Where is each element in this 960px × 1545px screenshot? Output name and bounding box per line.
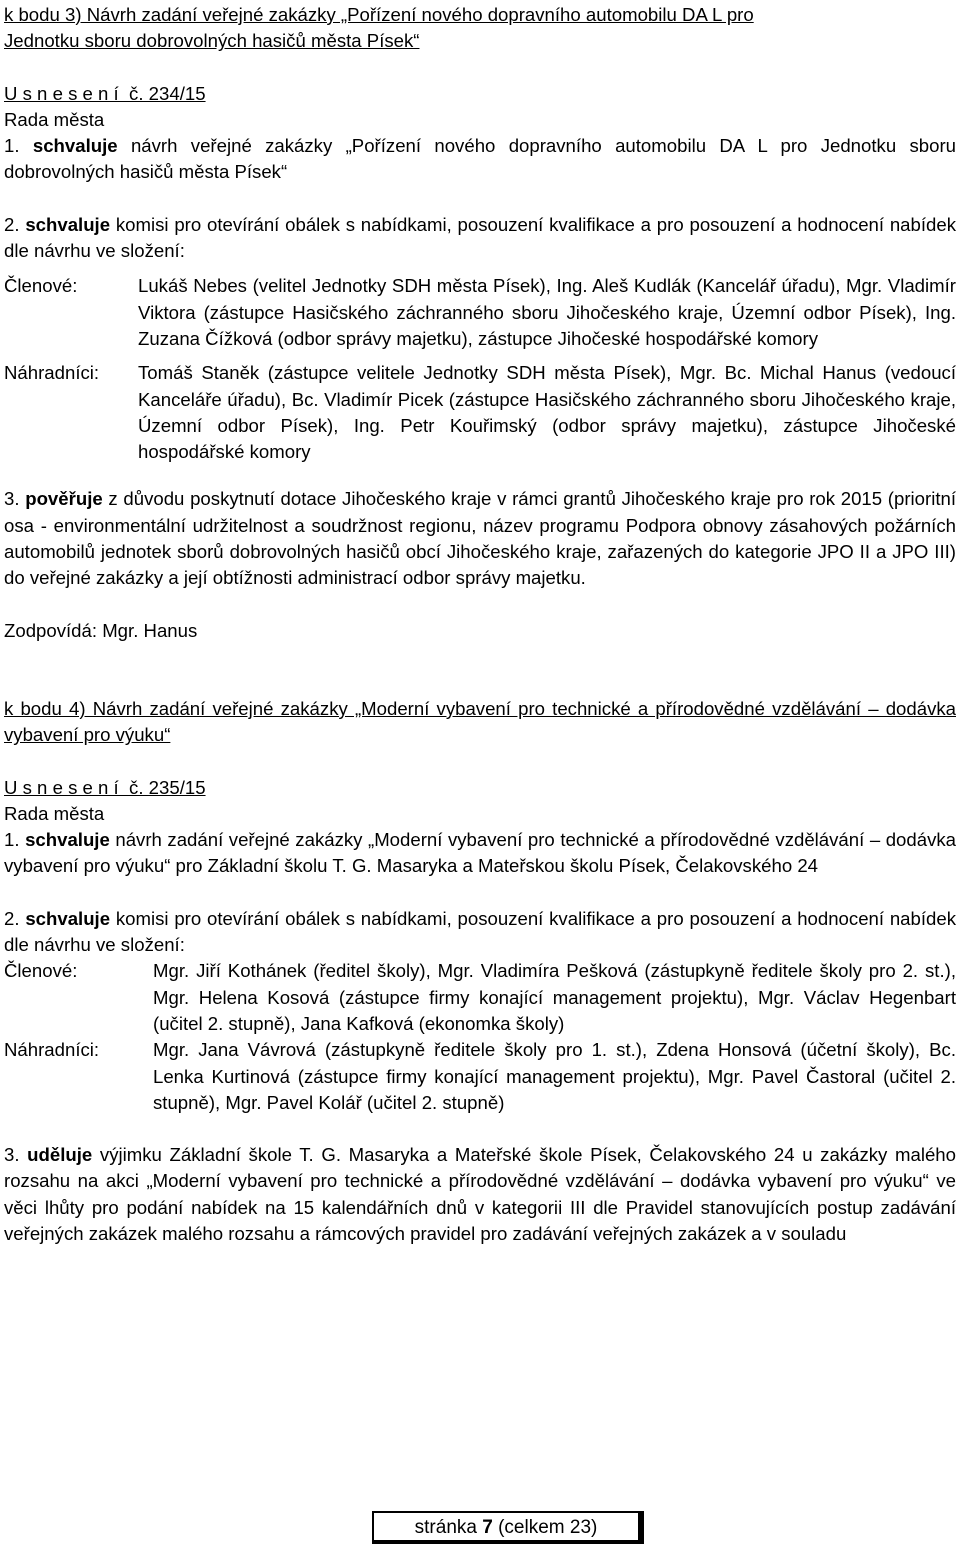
item4-members-label: Členové:: [4, 960, 78, 982]
item3-point-2-verb: schvaluje: [25, 213, 111, 235]
item3-members-text: Lukáš Nebes (velitel Jednotky SDH města Písek), Ing. Aleš Kudlák (Kancelář úřadu), Mgr. Vladimír Viktora (zástupce Hasičského záchranného sboru Jihočeského kraje, Územní odbor Písek), Ing. Zuzana Čížková (odbor správy majetku), zástupce Jihočeské hospodářské komory: [138, 275, 956, 349]
item3-point-1: 1. schvaluje návrh veřejné zakázky „Pořízení nového dopravního automobilu DA L pro Jednotku sboru dobrovolných hasičů města Písek“: [4, 135, 957, 183]
item3-heading-line2: Jednotku sboru dobrovolných hasičů města Písek“: [4, 30, 420, 52]
item3-point-3-verb: pověřuje: [25, 488, 103, 510]
item4-substitutes-label: Náhradníci:: [4, 1039, 100, 1061]
item4-members-row: [4, 958, 956, 1037]
item4-substitutes-row: [4, 1037, 956, 1116]
item4-body: Rada města: [4, 802, 105, 824]
resolution-234-title: U s n e s e n í č. 234/15: [4, 82, 206, 104]
item3-point-2: 2. schvaluje komisi pro otevírání obálek s nabídkami, posouzení kvalifikace a pro posouzení a hodnocení nabídek dle návrhu ve složení:: [4, 213, 956, 262]
footer-suffix: (celkem 23): [492, 1517, 598, 1538]
item4-point-1: 1. schvaluje návrh zadání veřejné zakázky „Moderní vybavení pro technické a přírodovědné vzdělávání – dodávka vybavení pro výuku“ pro Základní školu T. G. Masaryka a Mateřskou školu Písek, Čelakovského 24: [4, 829, 956, 877]
item3-substitutes-label: Náhradníci:: [4, 362, 100, 384]
item3-members-label: Členové:: [4, 275, 78, 297]
item3-heading-line1: k bodu 3) Návrh zadání veřejné zakázky „Pořízení nového dopravního automobilu DA L pro: [4, 4, 754, 25]
item4-point-3-verb: uděluje: [27, 1144, 93, 1166]
page-number-footer: [372, 1511, 644, 1544]
item3-body: Rada města: [4, 108, 105, 130]
item4-point-1-verb: schvaluje: [25, 829, 110, 851]
document-page: [4, 2, 956, 1247]
item4-point-2: 2. schvaluje komisi pro otevírání obálek s nabídkami, posouzení kvalifikace a pro posouzení a hodnocení nabídek dle návrhu ve složení:: [4, 907, 956, 956]
footer-prefix: stránka: [414, 1517, 483, 1538]
item3-members-row: [4, 273, 956, 352]
item3-point-1-verb: schvaluje: [32, 135, 118, 157]
resolution-235-title: U s n e s e n í č. 235/15: [4, 776, 206, 798]
item4-substitutes-text: Mgr. Jana Vávrová (zástupkyně ředitele školy pro 1. st.), Zdena Honsová (účetní školy), Bc. Lenka Kurtinová (zástupce firmy konající management projektu), Mgr. Pavel Častoral (učitel 2. stupně), Mgr. Pavel Kolář (učitel 2. stupně): [153, 1039, 956, 1113]
item3-substitutes-text: Tomáš Staněk (zástupce velitele Jednotky SDH města Písek), Mgr. Bc. Michal Hanus (vedoucí Kanceláře úřadu), Bc. Vladimír Picek (zástupce Hasičského záchranného sboru Jihočeského kraje, Územní odbor Písek), Ing. Petr Kouřimský (odbor správy majetku), zástupce Jihočeské hospodářské komory: [138, 362, 956, 463]
item3-point-3: 3. pověřuje z důvodu poskytnutí dotace Jihočeského kraje v rámci grantů Jihočeského kraje pro rok 2015 (prioritní osa - environmentální udržitelnost a soudržnost regionu, název programu Podpora obnovy zásahových požárních automobilů jednotek sborů dobrovolných hasičů obcí Jihočeského kraje, zařazených do kategorie JPO II a JPO III) do veřejné zakázky a její obtížnosti administrací odbor správy majetku.: [4, 488, 956, 589]
item4-point-3: 3. uděluje výjimku Základní škole T. G. Masaryka a Mateřské škole Písek, Čelakovského 24 u zakázky malého rozsahu na akci „Moderní vybavení pro technické a přírodovědné vzdělávání – dodávka vybavení pro výuku“ ve věci lhůty pro podání nabídek na 15 kalendářních dnů v kategorii III dle Pravidel stanovujících postup zadávání veřejných zakázek malého rozsahu a rámcových pravidel pro zadávání veřejných zakázek a v souladu: [4, 1144, 956, 1244]
item4-heading: k bodu 4) Návrh zadání veřejné zakázky „Moderní vybavení pro technické a přírodovědné vzdělávání – dodávka vybavení pro výuku“: [4, 697, 956, 746]
item4-members-text: Mgr. Jiří Kothánek (ředitel školy), Mgr. Vladimíra Pešková (zástupkyně ředitele školy pro 2. st.), Mgr. Helena Kosová (zástupce firmy konající management projektu), Mgr. Václav Hegenbart (učitel 2. stupně), Jana Kafková (ekonomka školy): [153, 960, 956, 1034]
item4-point-2-verb: schvaluje: [25, 907, 111, 929]
item3-substitutes-row: [4, 360, 956, 465]
item3-responsible: Zodpovídá: Mgr. Hanus: [4, 619, 198, 641]
footer-page-number: 7: [482, 1517, 493, 1538]
